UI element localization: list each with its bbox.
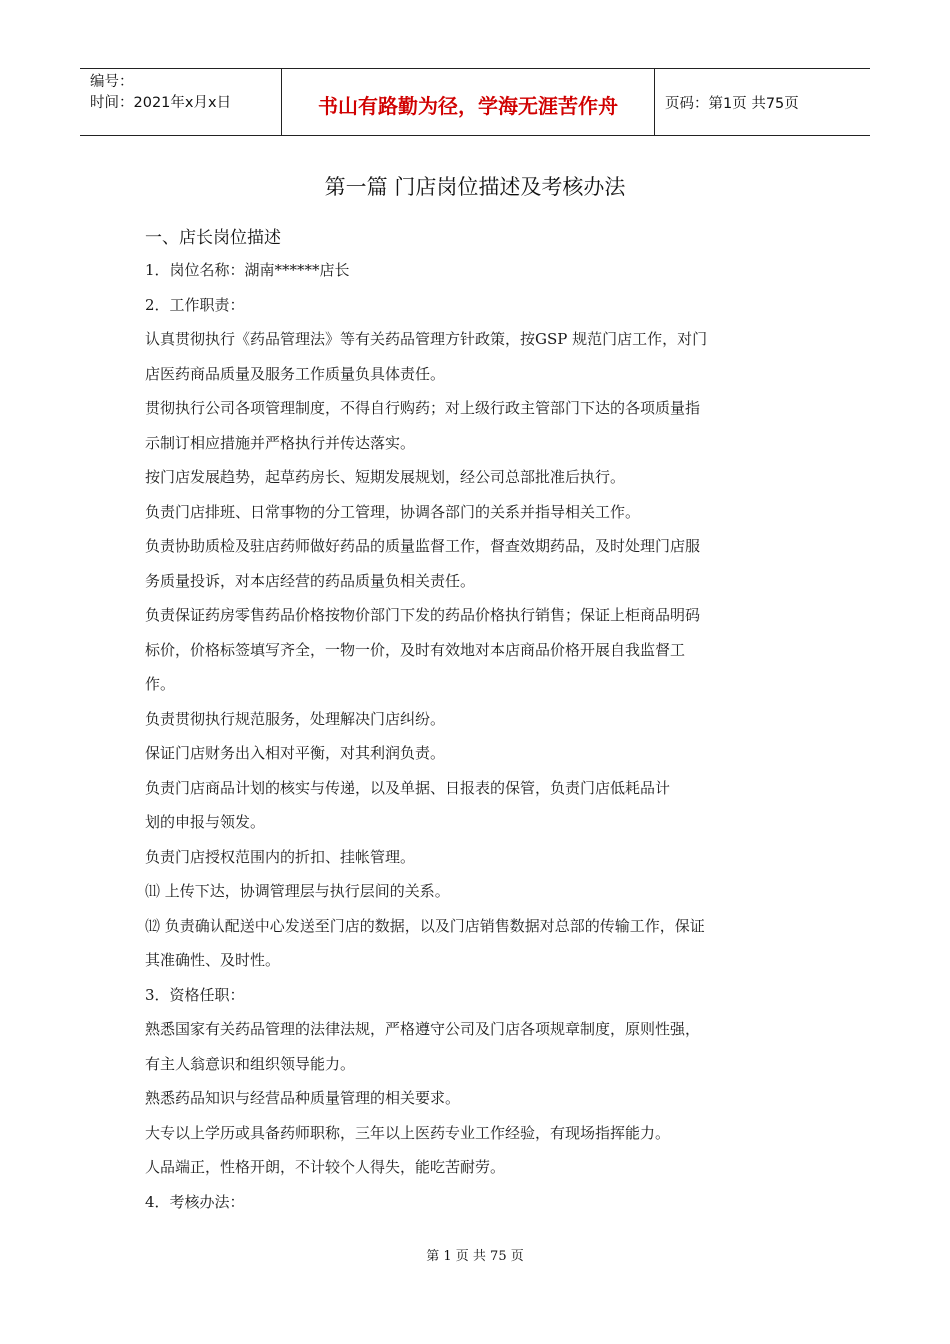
document-header: [80, 68, 870, 136]
body-line: 1．岗位名称：湖南******店长: [145, 261, 350, 279]
body-line: 负责门店商品计划的核实与传递，以及单据、日报表的保管，负责门店低耗品计: [145, 778, 671, 797]
body-line: 务质量投诉，对本店经营的药品质量负相关责任。: [145, 571, 476, 590]
header-meta: [80, 69, 282, 135]
body-line: 负责协助质检及驻店药师做好药品的质量监督工作，督查效期药品，及时处理门店服: [145, 537, 701, 555]
time-label: 时间：2021年x月x日: [90, 95, 232, 111]
body-line: 2．工作职责：: [145, 295, 245, 314]
header-motto: [282, 69, 655, 135]
body-line: 认真贯彻执行《药品管理法》等有关药品管理方针政策，按GSP 规范门店工作，对门: [145, 330, 708, 348]
section-heading: 一、店长岗位描述: [145, 228, 281, 248]
body-line: 贯彻执行公司各项管理制度，不得自行购药；对上级行政主管部门下达的各项质量指: [145, 399, 701, 417]
body-line: 划的申报与领发。: [145, 813, 266, 831]
body-line: 作。: [145, 675, 176, 693]
body-line: 大专以上学历或具备药师职称，三年以上医药专业工作经验，有现场指挥能力。: [145, 1123, 671, 1142]
body-line: 其准确性、及时性。: [145, 951, 281, 969]
body-line: 店医药商品质量及服务工作质量负具体责任。: [145, 364, 446, 383]
body-line: 负责保证药房零售药品价格按物价部门下发的药品价格执行销售；保证上柜商品明码: [145, 606, 701, 624]
header-page-info: [655, 69, 870, 135]
body-line: 负责门店授权范围内的折扣、挂帐管理。: [145, 847, 416, 866]
body-line: 4．考核办法：: [145, 1192, 245, 1211]
body-line: 标价，价格标签填写齐全，一物一价，及时有效地对本店商品价格开展自我监督工: [145, 640, 686, 659]
page-info-text: 页码：第1页 共75页: [665, 96, 799, 112]
body-line: 熟悉药品知识与经营品种质量管理的相关要求。: [145, 1089, 461, 1107]
body-line: 有主人翁意识和组织领导能力。: [145, 1054, 356, 1073]
body-line: 保证门店财务出入相对平衡，对其利润负责。: [145, 744, 446, 762]
document-body: [145, 255, 785, 1221]
body-line: ⑾ 上传下达，协调管理层与执行层间的关系。: [145, 882, 450, 900]
body-line: 按门店发展趋势，起草药房长、短期发展规划，经公司总部批准后执行。: [145, 468, 626, 486]
body-line: 示制订相应措施并严格执行并传达落实。: [145, 433, 416, 452]
page-footer: 第 1 页 共 75 页: [426, 1249, 524, 1264]
body-line: ⑿ 负责确认配送中心发送至门店的数据，以及门店销售数据对总部的传输工作，保证: [145, 916, 705, 935]
body-line: 人品端正，性格开朗，不计较个人得失，能吃苦耐劳。: [145, 1158, 506, 1176]
body-line: 负责贯彻执行规范服务，处理解决门店纠纷。: [145, 709, 446, 728]
body-line: 3．资格任职：: [145, 985, 245, 1004]
document-title: 第一篇 门店岗位描述及考核办法: [324, 175, 626, 199]
body-line: 负责门店排班、日常事物的分工管理，协调各部门的关系并指导相关工作。: [145, 502, 641, 521]
body-line: 熟悉国家有关药品管理的法律法规，严格遵守公司及门店各项规章制度，原则性强，: [145, 1020, 701, 1038]
motto-text: 书山有路勤为径，学海无涯苦作舟: [318, 93, 618, 118]
number-label: 编号：: [90, 74, 134, 90]
